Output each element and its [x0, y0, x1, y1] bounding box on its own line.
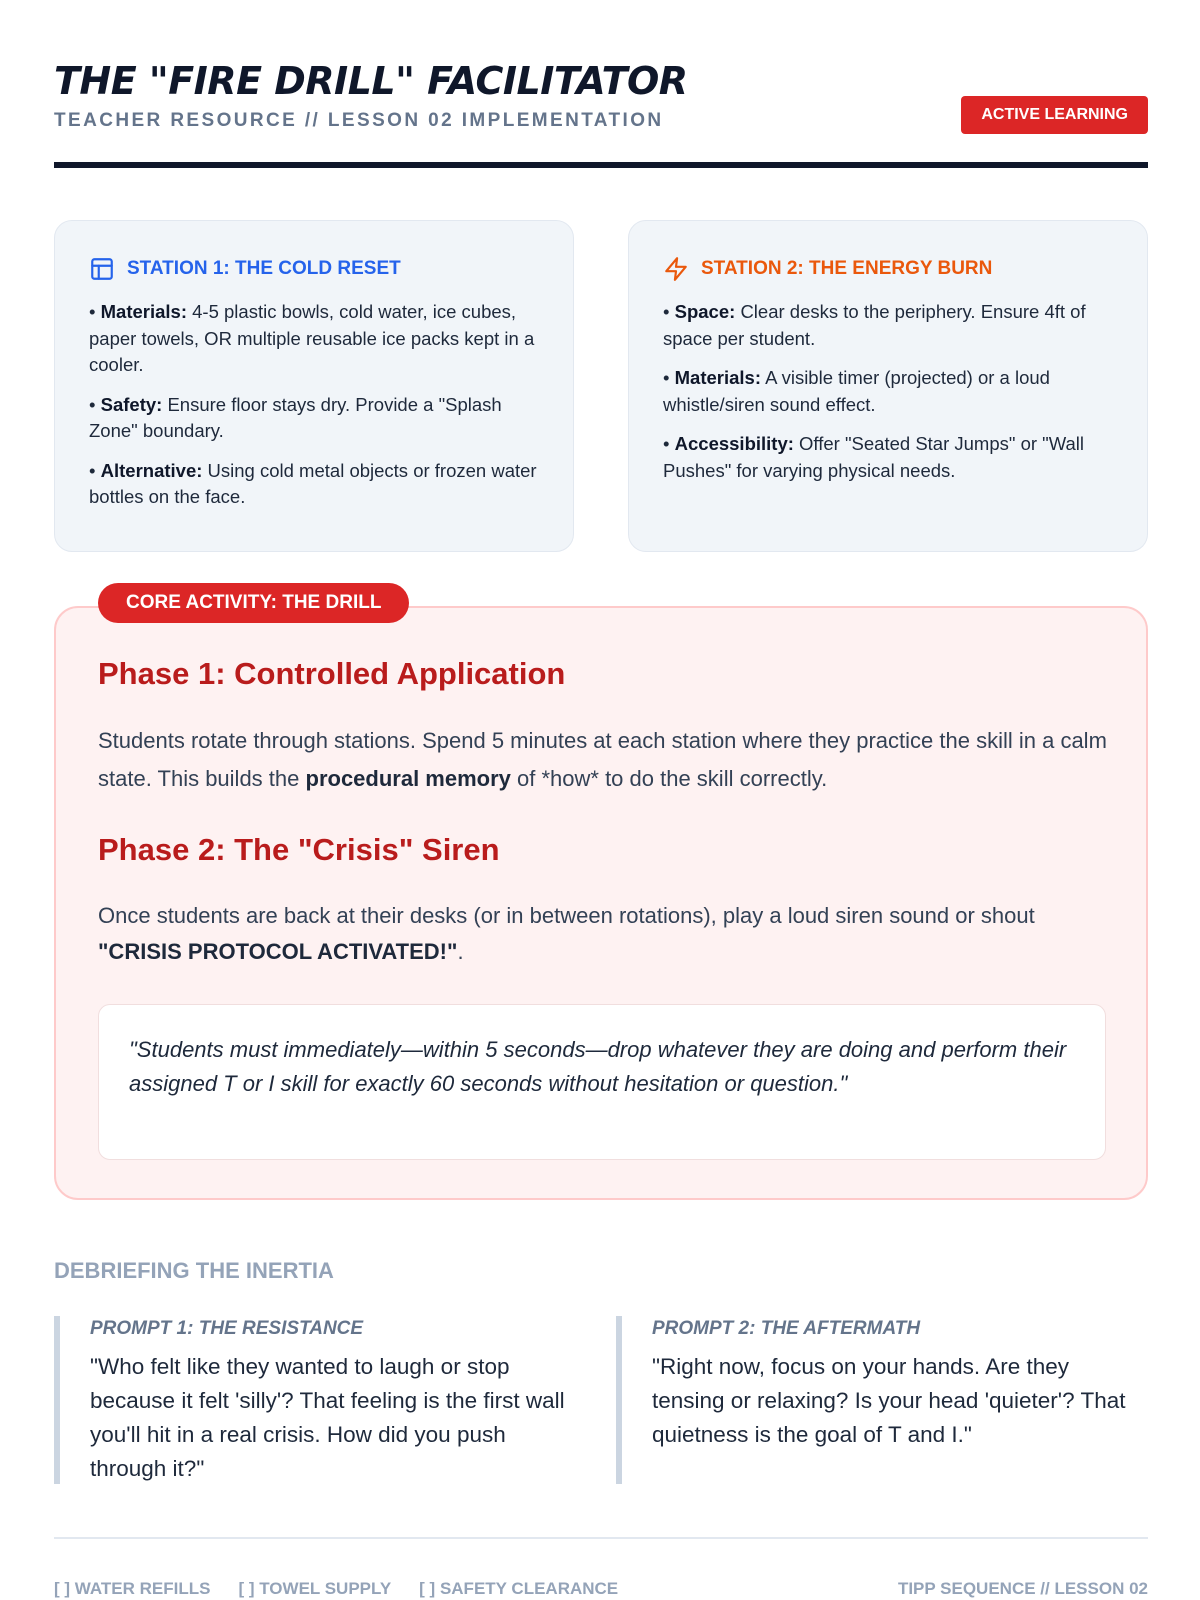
station-1-item-safety: • Safety: Ensure floor stays dry. Provide a "Splash Zone" boundary. [89, 393, 502, 441]
footer-divider [54, 1537, 1148, 1539]
station-1-card [54, 220, 574, 552]
footer-sequence-label: TIPP SEQUENCE // LESSON 02 [897, 1579, 1148, 1598]
station-1-item-alternative: • Alternative: Using cold metal objects or frozen water bottles on the face. [89, 459, 537, 507]
prompt-2 [616, 1316, 1146, 1484]
prompt-2-text: "Right now, focus on your hands. Are they tensing or relaxing? Is your head 'quieter'? That quietness is the goal of T and I." [652, 1354, 1126, 1447]
phase-1-title: Phase 1: Controlled Application [98, 656, 566, 691]
prompt-2-label: PROMPT 2: THE AFTERMATH [652, 1318, 921, 1339]
station-2-item-materials: • Materials: A visible timer (projected) or a loud whistle/siren sound effect. [663, 367, 1050, 415]
phase-2-title: Phase 2: The "Crisis" Siren [98, 832, 500, 867]
core-activity-panel [54, 606, 1148, 1200]
page-title: THE "FIRE DRILL" FACILITATOR [54, 59, 688, 103]
station-2-title: STATION 2: THE ENERGY BURN [701, 258, 993, 279]
station-2-header [663, 255, 1113, 283]
active-learning-badge: ACTIVE LEARNING [961, 96, 1148, 134]
station-1-title: STATION 1: THE COLD RESET [127, 258, 401, 279]
station-2-item-accessibility: • Accessibility: Offer "Seated Star Jumps" or "Wall Pushes" for varying physical needs. [663, 433, 1085, 481]
prompt-1-label: PROMPT 1: THE RESISTANCE [90, 1318, 364, 1339]
lightning-icon [663, 256, 689, 282]
page-header [54, 56, 1148, 168]
phase-2-text: Once students are back at their desks (or in between rotations), play a loud siren sound or shout "CRISIS PROTOCOL ACTIVATED!". [98, 903, 1035, 964]
page-subtitle: TEACHER RESOURCE // LESSON 02 IMPLEMENTATION [54, 110, 664, 131]
footer-checklist [54, 1578, 646, 1600]
prompt-1-text: "Who felt like they wanted to laugh or stop because it felt 'silly'? That feeling is the first wall you'll hit in a real crisis. How did you push through it?" [90, 1354, 565, 1481]
checklist-item-towel: [ ] TOWEL SUPPLY [238, 1579, 392, 1598]
checklist-item-safety: [ ] SAFETY CLEARANCE [419, 1579, 619, 1598]
station-1-header [89, 255, 539, 283]
debrief-title: DEBRIEFING THE INERTIA [54, 1258, 334, 1283]
checklist-item-water: [ ] WATER REFILLS [54, 1579, 211, 1598]
station-2-item-space: • Space: Clear desks to the periphery. Ensure 4ft of space per student. [663, 301, 1086, 349]
drill-rule-quote: "Students must immediately—within 5 seconds—drop whatever they are doing and perform their assigned T or I skill for exactly 60 seconds without hesitation or question." [98, 1004, 1106, 1160]
layout-icon [89, 256, 115, 282]
core-activity-tag: CORE ACTIVITY: THE DRILL [98, 583, 409, 623]
prompt-1 [54, 1316, 584, 1484]
station-1-item-materials: • Materials: 4-5 plastic bowls, cold water, ice cubes, paper towels, OR multiple reusable ice packs kept in a cooler. [89, 301, 535, 375]
phase-1-text: Students rotate through stations. Spend 5 minutes at each station where they practice the skill in a calm state. This builds the procedural memory of *how* to do the skill correctly. [98, 728, 1107, 791]
station-2-card [628, 220, 1148, 552]
